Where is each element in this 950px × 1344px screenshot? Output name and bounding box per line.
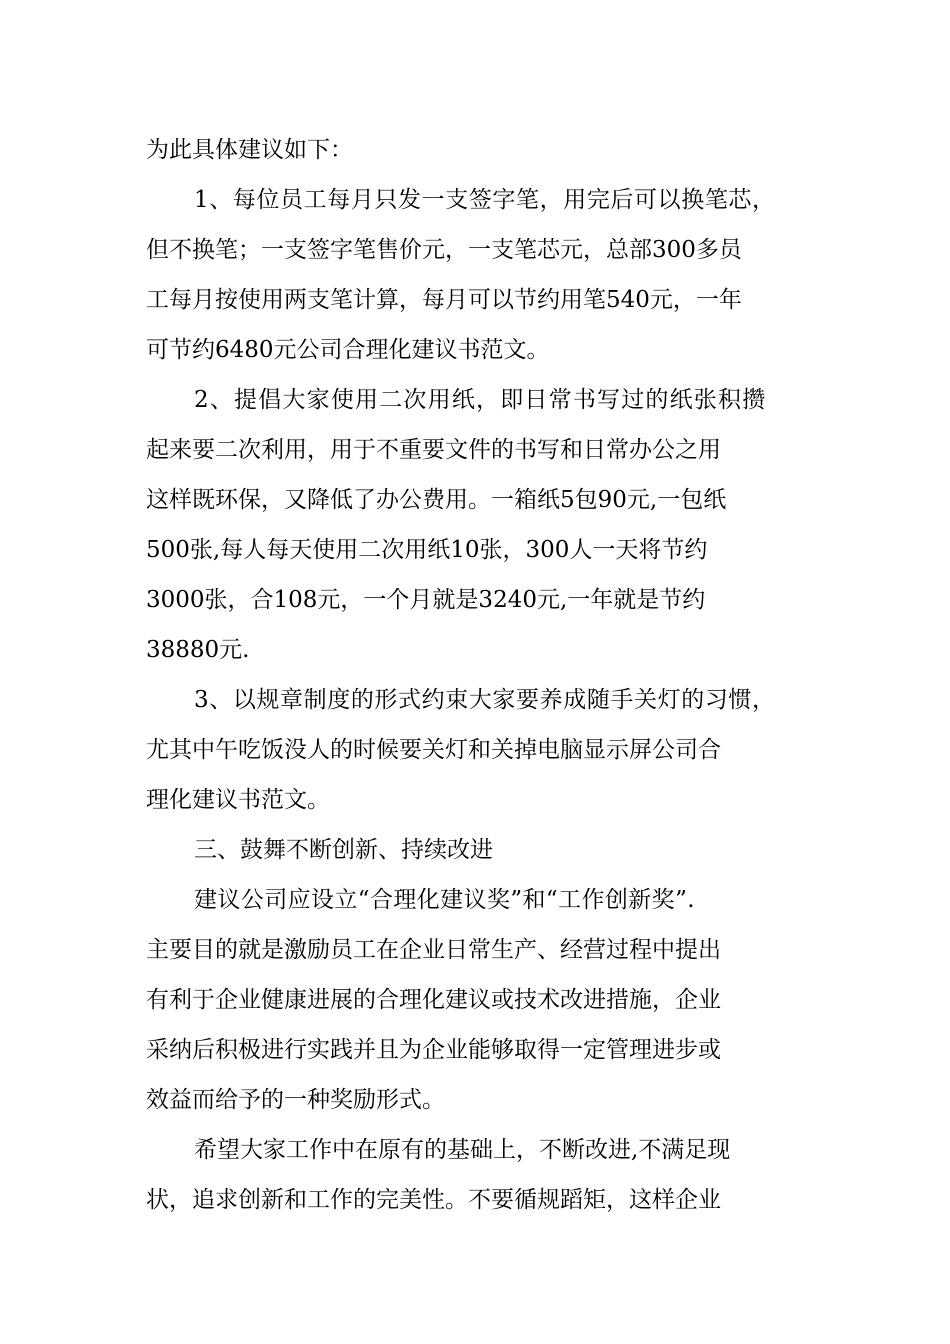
text-line: 有利于企业健康进展的合理化建议或技术改进措施，企业	[146, 987, 721, 1013]
text-line: 2、提倡大家使用二次用纸，即日常书写过的纸张积攒	[194, 387, 767, 413]
text-line: 效益而给予的一种奖励形式。	[146, 1087, 445, 1113]
section-heading: 三、鼓舞不断创新、持续改进	[194, 837, 493, 863]
text-line: 这样既环保，又降低了办公费用。一箱纸5包90元,一包纸	[146, 487, 727, 513]
text-line: 希望大家工作中在原有的基础上，不断改进,不满足现	[194, 1137, 731, 1163]
text-line: 38880元.	[146, 637, 250, 663]
text-line: 500张,每人每天使用二次用纸10张，300人一天将节约	[146, 537, 708, 563]
text-line: 3000张，合108元，一个月就是3240元,一年就是节约	[146, 587, 706, 613]
text-line: 建议公司应设立“合理化建议奖”和“工作创新奖”.	[194, 887, 695, 913]
text-line: 尤其中午吃饭没人的时候要关灯和关掉电脑显示屏公司合	[146, 737, 721, 763]
text-line: 理化建议书范文。	[146, 787, 330, 813]
text-line: 起来要二次利用，用于不重要文件的书写和日常办公之用	[146, 437, 721, 463]
text-line: 可节约6480元公司合理化建议书范文。	[146, 337, 550, 363]
text-line: 工每月按使用两支笔计算，每月可以节约用笔540元，一年	[146, 287, 742, 313]
text-line: 但不换笔；一支签字笔售价元，一支笔芯元，总部300多员	[146, 237, 742, 263]
text-line: 主要目的就是激励员工在企业日常生产、经营过程中提出	[146, 937, 721, 963]
text-line: 3、以规章制度的形式约束大家要养成随手关灯的习惯，	[194, 687, 776, 713]
text-line: 采纳后积极进行实践并且为企业能够取得一定管理进步或	[146, 1037, 721, 1063]
text-line: 1、每位员工每月只发一支签字笔，用完后可以换笔芯，	[194, 187, 776, 213]
text-line: 为此具体建议如下：	[146, 137, 353, 163]
text-line: 状，追求创新和工作的完美性。不要循规蹈矩，这样企业	[146, 1187, 721, 1213]
